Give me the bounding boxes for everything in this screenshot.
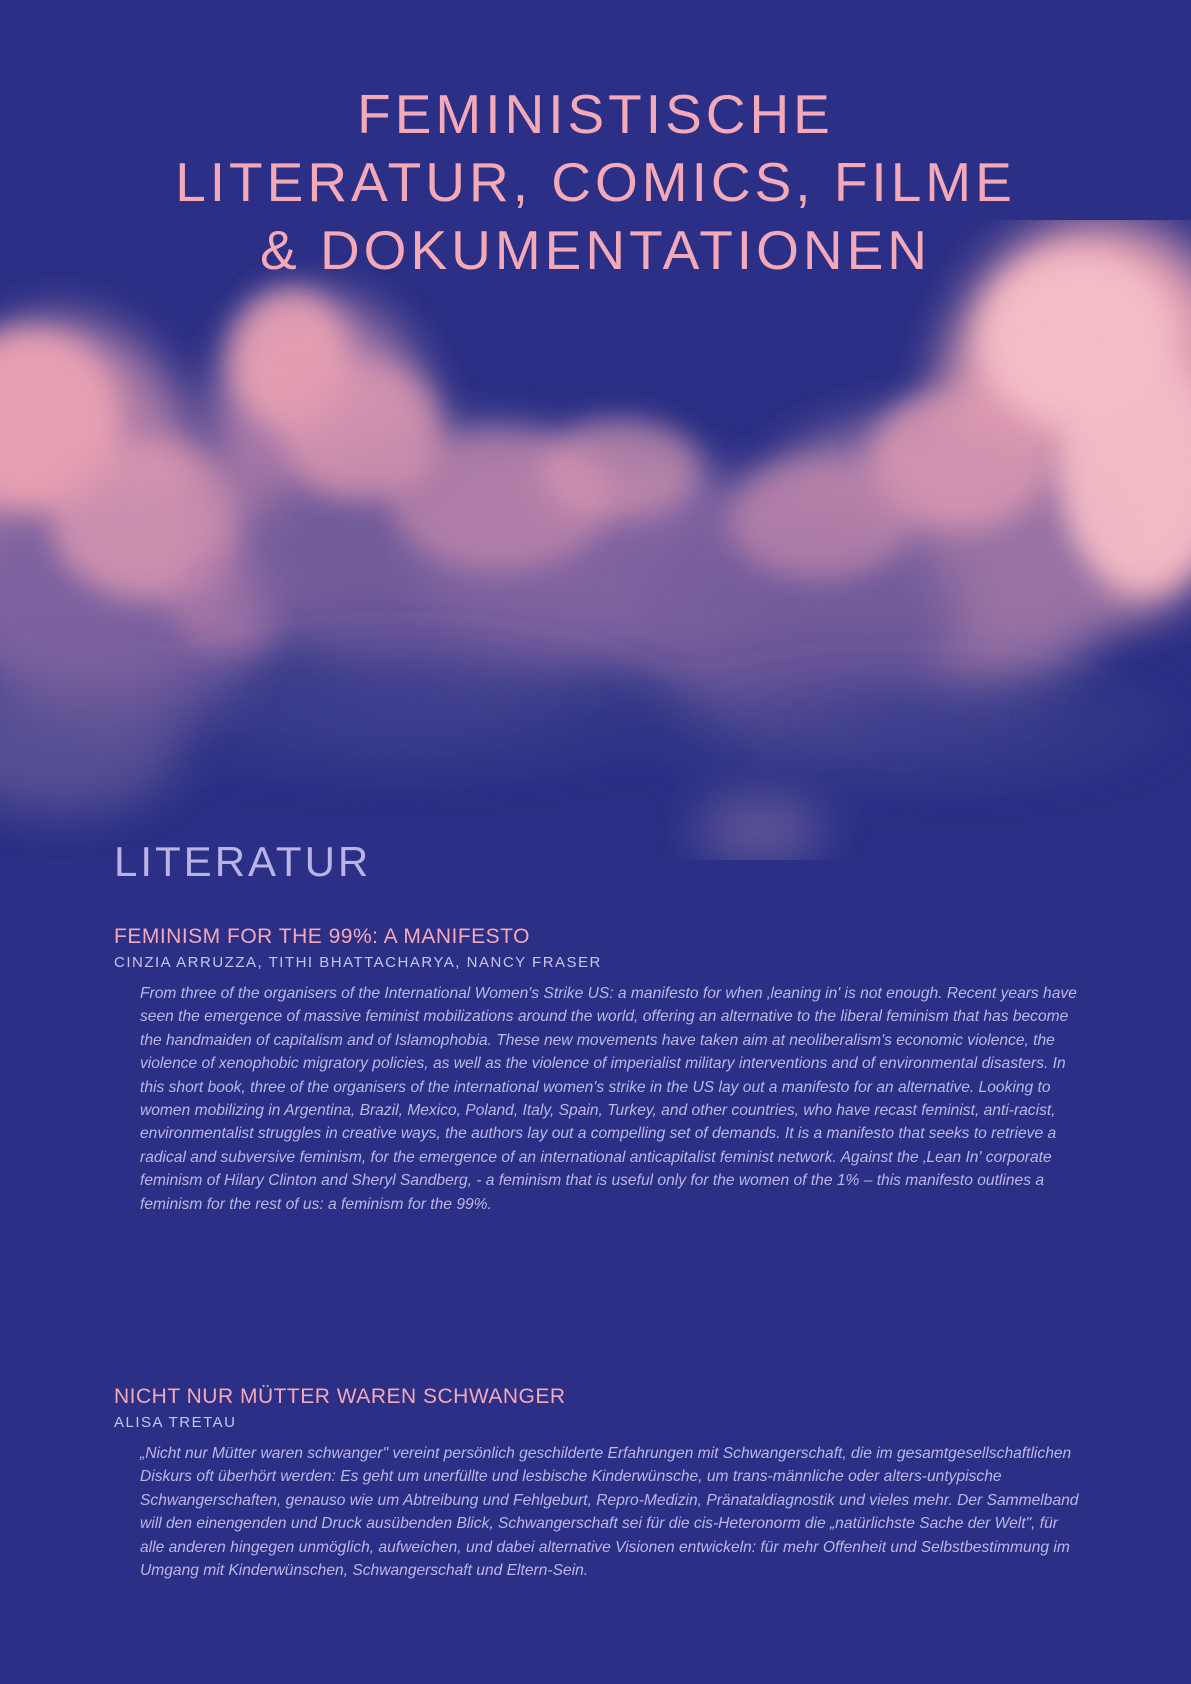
book-title: NICHT NUR MÜTTER WAREN SCHWANGER [114,1385,566,1408]
book-author: ALISA TRETAU [114,1414,237,1431]
page-title [0,80,1191,284]
title-line-1: FEMINISTISCHE [357,83,834,145]
book-entry [114,924,1077,1216]
title-line-3: & DOKUMENTATIONEN [260,219,931,281]
book-title: FEMINISM FOR THE 99%: A MANIFESTO [114,925,530,948]
title-line-2: LITERATUR, COMICS, FILME [175,151,1016,213]
section-heading: LITERATUR [114,838,372,885]
book-description: From three of the organisers of the International Women's Strike US: a manifesto for when ‚leaning in' is not enough. Recent years have seen the emergence of massive feminist mobilizations around the world, offering an alternative to the liberal feminism that has become the handmaiden of capitalism and of Islamophobia. These new movements have taken aim at neoliberalism's economic violence, the violence of xenophobic migratory policies, as well as the violence of imperialist military interventions and of environmental disasters. In this short book, three of the organisers of the international women's strike in the US lay out a manifesto for an alternative. Looking to women mobilizing in Argentina, Brazil, Mexico, Poland, Italy, Spain, Turkey, and other countries, who have recast feminist, anti-racist, environmentalist struggles in creative ways, the authors lay out a compelling set of demands. It is a manifesto that seeks to retrieve a radical and subversive feminism, for the emergence of an international anticapitalist feminist network. Against the ‚Lean In' corporate feminism of Hilary Clinton and Sheryl Sandberg, - a feminism that is useful only for the women of the 1% – this manifesto outlines a feminism for the rest of us: a feminism for the 99%. [140,985,1077,1213]
book-author: CINZIA ARRUZZA, TITHI BHATTACHARYA, NANCY FRASER [114,954,602,971]
book-description: „Nicht nur Mütter waren schwanger" vereint persönlich geschilderte Erfahrungen mit Schwangerschaft, die im gesamtgesellschaftlichen Diskurs oft überhört werden: Es geht um unerfüllte und lesbische Kinderwünsche, um trans-männliche oder alters-untypische Schwangerschaften, genauso wie um Abtreibung und Fehlgeburt, Repro-Medizin, Pränataldiagnostik und vieles mehr. Der Sammelband will den einengenden und Druck ausübenden Blick, Schwangerschaft sei für die cis-Heteronorm die „natürlichste Sache der Welt", für alle anderen hingegen unmöglich, aufweichen, und dabei alternative Visionen entwickeln: für mehr Offenheit und Selbstbestimmung im Umgang mit Kinderwünschen, Schwangerschaft und Eltern-Sein. [140,1445,1079,1580]
book-entry [114,1384,1079,1582]
